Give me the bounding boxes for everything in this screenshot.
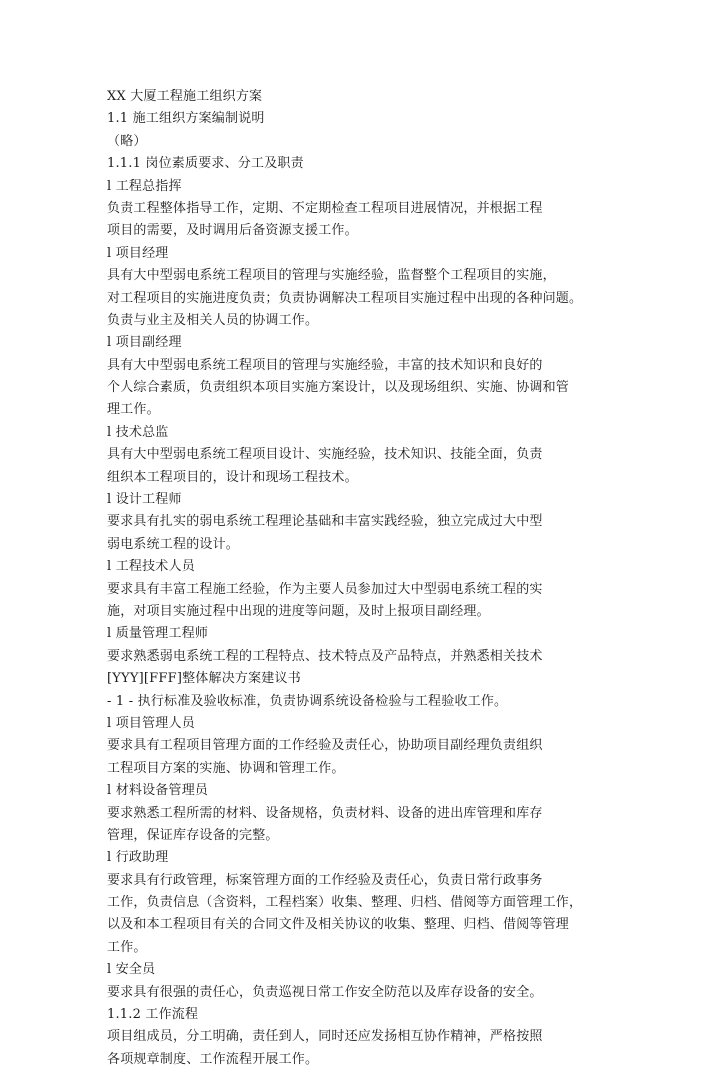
paragraph-line: 要求具有很强的责任心，负责巡视日常工作安全防范以及库存设备的安全。 [107, 984, 543, 1000]
paragraph-line: 要求具有工程项目管理方面的工作经验及责任心，协助项目副经理负责组织 [107, 738, 543, 754]
paragraph-line: 负责工程整体指导工作，定期、不定期检查工程项目进展情况，并根据工程 [107, 200, 543, 216]
paragraph-line: 理工作。 [107, 402, 160, 418]
paragraph-line: 管理，保证库存设备的完整。 [107, 827, 279, 843]
paragraph-line: 工作。 [107, 939, 147, 955]
role-heading: l 技术总监 [107, 424, 169, 440]
role-heading: l 工程总指挥 [107, 178, 182, 194]
role-heading: l 行政助理 [107, 850, 169, 866]
paragraph-line: （略） [107, 133, 147, 149]
paragraph-line: 具有大中型弱电系统工程项目的管理与实施经验，监督整个工程项目的实施， [107, 268, 556, 284]
paragraph-line: 项目组成员，分工明确，责任到人，同时还应发扬相互协作精神，严格按照 [107, 1029, 543, 1045]
paragraph-line: 负责与业主及相关人员的协调工作。 [107, 312, 319, 328]
subsection-heading: 1.1.2 工作流程 [107, 1007, 199, 1023]
paragraph-line: 具有大中型弱电系统工程项目设计、实施经验，技术知识、技能全面，负责 [107, 447, 543, 463]
role-heading: l 材料设备管理员 [107, 783, 209, 799]
document-body [107, 86, 687, 1071]
paragraph-line: 个人综合素质，负责组织本项目实施方案设计，以及现场组织、实施、协调和管 [107, 380, 570, 396]
paragraph-line: 要求熟悉弱电系统工程的工程特点、技术特点及产品特点，并熟悉相关技术 [107, 648, 543, 664]
paragraph-line: 具有大中型弱电系统工程项目的管理与实施经验，丰富的技术知识和良好的 [107, 357, 543, 373]
section-heading: 1.1 施工组织方案编制说明 [107, 111, 265, 127]
role-heading: l 安全员 [107, 962, 156, 978]
page-footer-text: - 1 - 执行标准及验收标准，负责协调系统设备检验与工程验收工作。 [107, 693, 508, 709]
subsection-heading: 1.1.1 岗位素质要求、分工及职责 [107, 156, 304, 172]
paragraph-line: 弱电系统工程的设计。 [107, 536, 240, 552]
paragraph-line: 对工程项目的实施进度负责；负责协调解决工程项目实施过程中出现的各种问题。 [107, 290, 583, 306]
role-heading: l 质量管理工程师 [107, 626, 209, 642]
paragraph-line: 工程项目方案的实施、协调和管理工作。 [107, 760, 345, 776]
paragraph-line: 要求具有行政管理，标案管理方面的工作经验及责任心，负责日常行政事务 [107, 872, 543, 888]
paragraph-line: 工作，负责信息（含资料，工程档案）收集、整理、归档、借阅等方面管理工作， [107, 895, 583, 911]
role-heading: l 项目经理 [107, 245, 169, 261]
paragraph-line: 要求具有扎实的弱电系统工程理论基础和丰富实践经验，独立完成过大中型 [107, 514, 543, 530]
role-heading: l 设计工程师 [107, 492, 182, 508]
role-heading: l 项目副经理 [107, 335, 182, 351]
page-header-text: [YYY][FFF]整体解决方案建议书 [107, 671, 301, 687]
paragraph-line: 要求具有丰富工程施工经验，作为主要人员参加过大中型弱电系统工程的实 [107, 581, 543, 597]
paragraph-line: 各项规章制度、工作流程开展工作。 [107, 1051, 319, 1067]
document-title: XX 大厦工程施工组织方案 [107, 89, 263, 104]
role-heading: l 工程技术人员 [107, 559, 195, 575]
paragraph-line: 要求熟悉工程所需的材料、设备规格，负责材料、设备的进出库管理和库存 [107, 805, 543, 821]
paragraph-line: 项目的需要，及时调用后备资源支援工作。 [107, 223, 358, 239]
role-heading: l 项目管理人员 [107, 715, 195, 731]
paragraph-line: 以及和本工程项目有关的合同文件及相关协议的收集、整理、归档、借阅等管理 [107, 917, 570, 933]
paragraph-line: 组织本工程项目的，设计和现场工程技术。 [107, 469, 358, 485]
paragraph-line: 施，对项目实施过程中出现的进度等问题，及时上报项目副经理。 [107, 603, 490, 619]
